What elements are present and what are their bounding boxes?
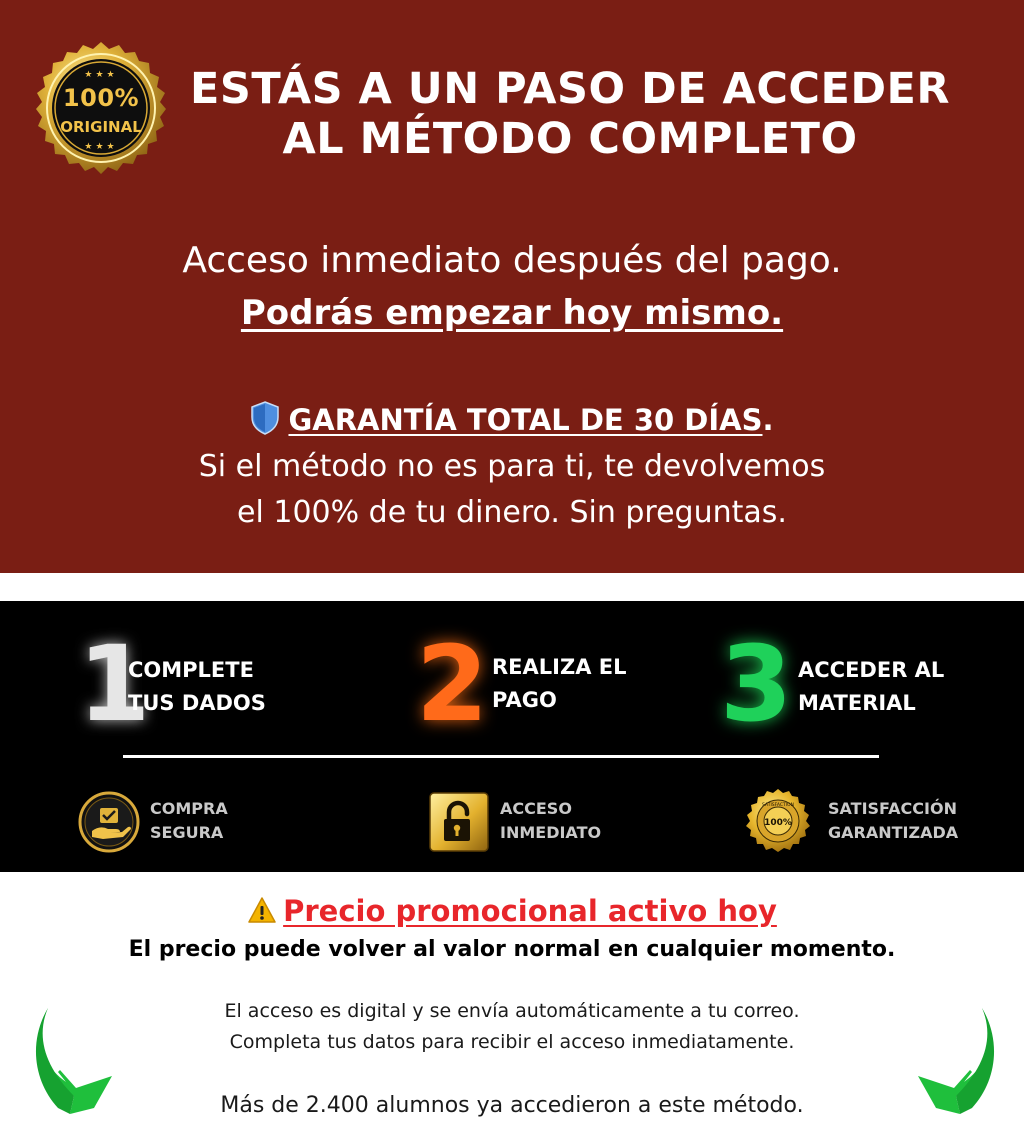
step-2-line-1: REALIZA EL — [492, 655, 627, 679]
step-1 — [78, 623, 338, 745]
warning-icon — [247, 896, 277, 924]
trust-satisfaction-label — [828, 797, 958, 845]
trust-2-line-1: ACCESO — [500, 799, 572, 818]
badge-percent: 100% — [62, 84, 140, 112]
trust-secure-purchase — [78, 791, 278, 855]
trust-2-line-2: INMEDIATO — [500, 823, 602, 842]
trust-3-line-2: GARANTIZADA — [828, 823, 959, 842]
headline-line-1: ESTÁS A UN PASO DE ACCEDER — [190, 64, 950, 114]
promo-subtitle: El precio puede volver al valor normal en cualquier momento. — [128, 937, 896, 962]
trust-satisfaction — [744, 791, 1004, 855]
headline-line-2: AL MÉTODO COMPLETO — [282, 114, 858, 164]
seal-ring-text: SATISFACTION — [762, 803, 794, 808]
access-info-line-2: Completa tus datos para recibir el acceso inmediatamente. — [229, 1031, 795, 1053]
promo-title — [0, 892, 1024, 930]
access-info-line-1: El acceso es digital y se envía automáticamente a tu correo. — [224, 1000, 800, 1022]
seal-percent-text: 100% — [764, 818, 792, 828]
badge-original: ORIGINAL — [60, 118, 142, 136]
gold-seal-icon — [28, 40, 174, 186]
shield-icon — [250, 401, 280, 435]
trust-secure-purchase-label — [150, 797, 228, 845]
guarantee-body-line-2: el 100% de tu dinero. Sin preguntas. — [237, 495, 787, 530]
step-2-line-2: PAGO — [492, 688, 557, 712]
step-2 — [416, 623, 676, 745]
guarantee-title-text: GARANTÍA TOTAL DE 30 DÍAS — [288, 403, 763, 437]
step-1-label — [128, 654, 266, 720]
trust-instant-access — [428, 791, 648, 855]
promo-title-text: Precio promocional activo hoy — [283, 894, 777, 928]
steps-section — [0, 601, 1024, 872]
students-count-line: Más de 2.400 alumnos ya accedieron a este método. — [220, 1093, 804, 1118]
arrow-down-left-icon — [906, 1000, 1016, 1120]
step-2-label — [492, 651, 626, 717]
step-3-number: 3 — [720, 623, 793, 745]
trust-instant-access-label — [500, 797, 601, 845]
guarantee-title — [0, 400, 1024, 440]
step-1-line-2: TUS DADOS — [128, 691, 266, 715]
satisfaction-seal-icon — [744, 788, 812, 856]
step-3-label — [798, 654, 944, 720]
badge-stars-bottom: ★★★ — [84, 142, 118, 152]
access-line: Acceso inmediato después del pago. — [182, 240, 842, 281]
trust-3-line-1: SATISFACCIÓN — [828, 799, 957, 818]
step-3-line-2: MATERIAL — [798, 691, 916, 715]
step-2-number: 2 — [416, 623, 489, 745]
step-1-line-1: COMPLETE — [128, 658, 254, 682]
step-3-line-1: ACCEDER AL — [798, 658, 945, 682]
guarantee-body — [0, 444, 1024, 536]
guarantee-period: . — [762, 403, 774, 437]
step-1-number: 1 — [78, 623, 151, 745]
arrow-down-right-icon — [14, 1000, 124, 1120]
secure-purchase-icon — [78, 791, 140, 853]
page-title — [180, 64, 960, 164]
badge-stars-top: ★★★ — [84, 70, 118, 80]
trust-1-line-1: COMPRA — [150, 799, 228, 818]
original-badge — [28, 40, 174, 186]
access-info — [0, 996, 1024, 1058]
guarantee-body-line-1: Si el método no es para ti, te devolvemos — [198, 449, 826, 484]
trust-1-line-2: SEGURA — [150, 823, 224, 842]
steps-divider — [123, 755, 879, 758]
padlock-icon — [428, 791, 490, 853]
step-3 — [720, 623, 1000, 745]
start-today-line: Podrás empezar hoy mismo. — [240, 293, 784, 333]
